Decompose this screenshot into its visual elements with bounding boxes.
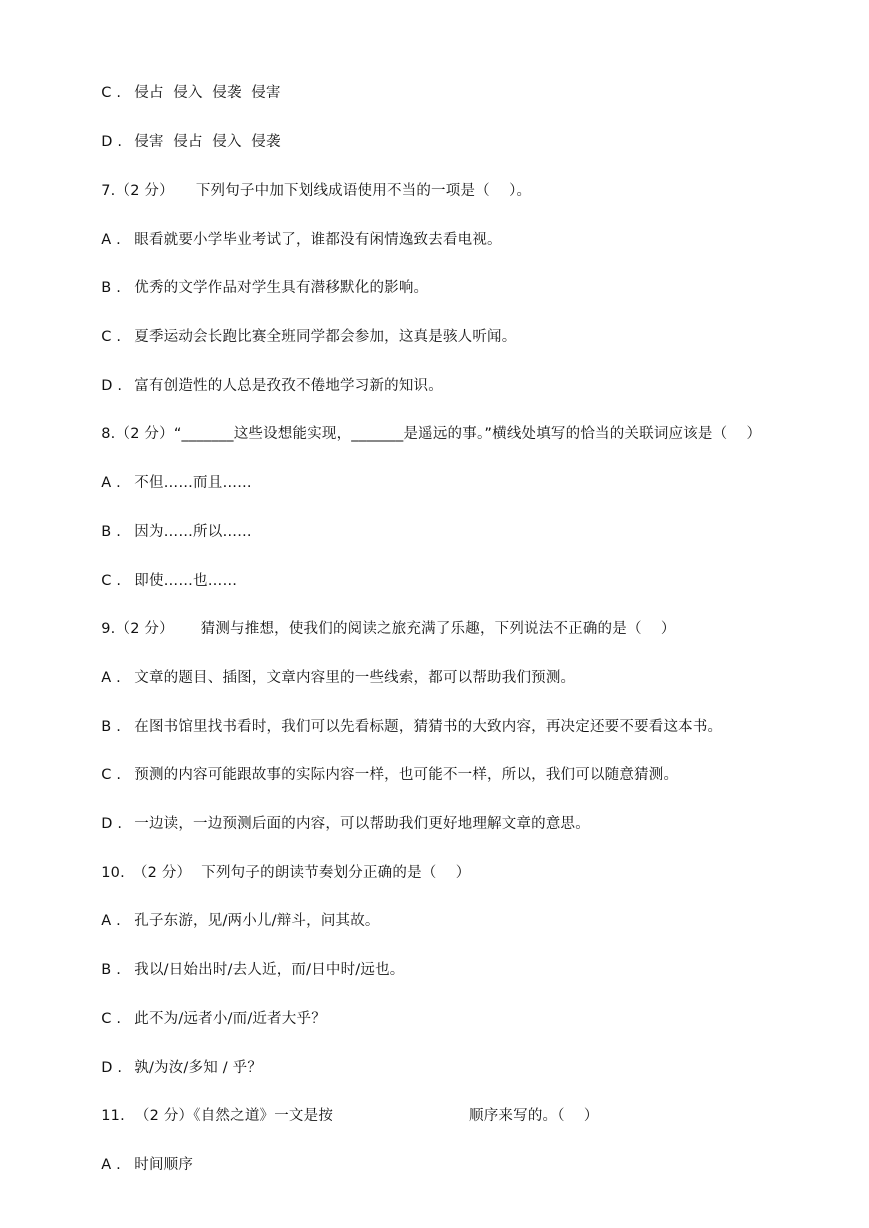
option-letter: D . bbox=[101, 134, 123, 150]
option-7a bbox=[82, 204, 502, 248]
option-text: 在图书馆里找书看时，我们可以先看标题，猜猜书的大致内容，再决定还要不要看这本书。 bbox=[134, 719, 723, 735]
option-letter: C . bbox=[101, 1011, 122, 1027]
option-letter: C . bbox=[101, 329, 122, 345]
option-letter: A . bbox=[101, 913, 121, 929]
question-number: 9. bbox=[101, 621, 116, 637]
option-text: 侵害 侵占 侵入 侵袭 bbox=[134, 134, 281, 150]
option-9d bbox=[82, 788, 590, 832]
option-10d bbox=[82, 1032, 263, 1076]
question-number: 11. bbox=[101, 1108, 125, 1124]
question-text: 下列句子的朗读节奏划分正确的是（ ） bbox=[201, 865, 471, 881]
question-score: （2 分） bbox=[132, 865, 192, 881]
question-score: （2 分） bbox=[115, 621, 174, 637]
question-10 bbox=[82, 837, 471, 881]
option-text: 此不为/远者小/而/近者大乎？ bbox=[134, 1011, 326, 1027]
option-text: 因为……所以…… bbox=[134, 524, 252, 540]
option-7c bbox=[82, 301, 517, 345]
option-7b bbox=[82, 252, 429, 296]
question-number: 10. bbox=[101, 865, 125, 881]
option-letter: B . bbox=[101, 962, 122, 978]
option-10b bbox=[82, 934, 405, 978]
option-10a bbox=[82, 885, 380, 929]
question-text: “_______这些设想能实现，_______是遥远的事。”横线处填写的恰当的关联词应该是（ ） bbox=[173, 426, 762, 442]
option-text: 富有创造性的人总是孜孜不倦地学习新的知识。 bbox=[134, 378, 443, 394]
question-number: 8. bbox=[101, 426, 116, 442]
question-score: （2 分） bbox=[115, 183, 174, 199]
question-text: 猜测与推想，使我们的阅读之旅充满了乐趣，下列说法不正确的是（ ） bbox=[195, 621, 676, 637]
question-number: 7. bbox=[101, 183, 116, 199]
option-letter: A . bbox=[101, 232, 121, 248]
option-9b bbox=[82, 691, 723, 735]
option-text: 一边读，一边预测后面的内容，可以帮助我们更好地理解文章的意思。 bbox=[134, 816, 590, 832]
option-text: 夏季运动会长跑比赛全班同学都会参加，这真是骇人听闻。 bbox=[134, 329, 517, 345]
option-10c bbox=[82, 983, 326, 1027]
question-9 bbox=[82, 593, 676, 637]
option-9a bbox=[82, 642, 576, 686]
option-letter: C . bbox=[101, 573, 122, 589]
option-6d bbox=[82, 106, 281, 150]
option-letter: B . bbox=[101, 719, 122, 735]
option-letter: B . bbox=[101, 280, 122, 296]
option-letter: D . bbox=[101, 1060, 123, 1076]
option-text: 即使……也…… bbox=[134, 573, 238, 589]
option-text: 眼看就要小学毕业考试了，谁都没有闲情逸致去看电视。 bbox=[134, 232, 502, 248]
option-9c bbox=[82, 739, 679, 783]
question-8 bbox=[82, 398, 762, 442]
option-text: 时间顺序 bbox=[134, 1157, 194, 1173]
question-score: （2 分） bbox=[115, 426, 174, 442]
option-letter: D . bbox=[101, 378, 123, 394]
option-text: 孔子东游，见/两小儿/辩斗，问其故。 bbox=[134, 913, 380, 929]
option-letter: A . bbox=[101, 670, 121, 686]
option-text: 不但……而且…… bbox=[134, 475, 252, 491]
option-letter: C . bbox=[101, 85, 122, 101]
option-text: 预测的内容可能跟故事的实际内容一样，也可能不一样，所以，我们可以随意猜测。 bbox=[134, 767, 679, 783]
question-text: 下列句子中加下划线成语使用不当的一项是（ ）。 bbox=[195, 183, 532, 199]
question-7 bbox=[82, 155, 532, 199]
option-text: 孰/为汝/多知 / 乎？ bbox=[134, 1060, 263, 1076]
option-text: 侵占 侵入 侵袭 侵害 bbox=[134, 85, 281, 101]
option-letter: C . bbox=[101, 767, 122, 783]
option-text: 优秀的文学作品对学生具有潜移默化的影响。 bbox=[134, 280, 429, 296]
question-11 bbox=[82, 1080, 599, 1124]
option-8b bbox=[82, 496, 252, 540]
question-score: （2 分） bbox=[134, 1108, 194, 1124]
option-11a bbox=[82, 1129, 194, 1173]
option-text: 文章的题目、插图，文章内容里的一些线索，都可以帮助我们预测。 bbox=[134, 670, 576, 686]
option-letter: D . bbox=[101, 816, 123, 832]
option-8a bbox=[82, 447, 252, 491]
option-letter: A . bbox=[101, 1157, 121, 1173]
question-text-before-blank: 《自然之道》一文是按 bbox=[193, 1108, 334, 1124]
option-7d bbox=[82, 350, 443, 394]
option-text: 我以/日始出时/去人近，而/日中时/远也。 bbox=[134, 962, 405, 978]
option-letter: B . bbox=[101, 524, 122, 540]
option-letter: A . bbox=[101, 475, 121, 491]
question-text-after-blank: 顺序来写的。（ ） bbox=[469, 1108, 599, 1124]
option-8c bbox=[82, 545, 238, 589]
option-6c bbox=[82, 57, 281, 101]
